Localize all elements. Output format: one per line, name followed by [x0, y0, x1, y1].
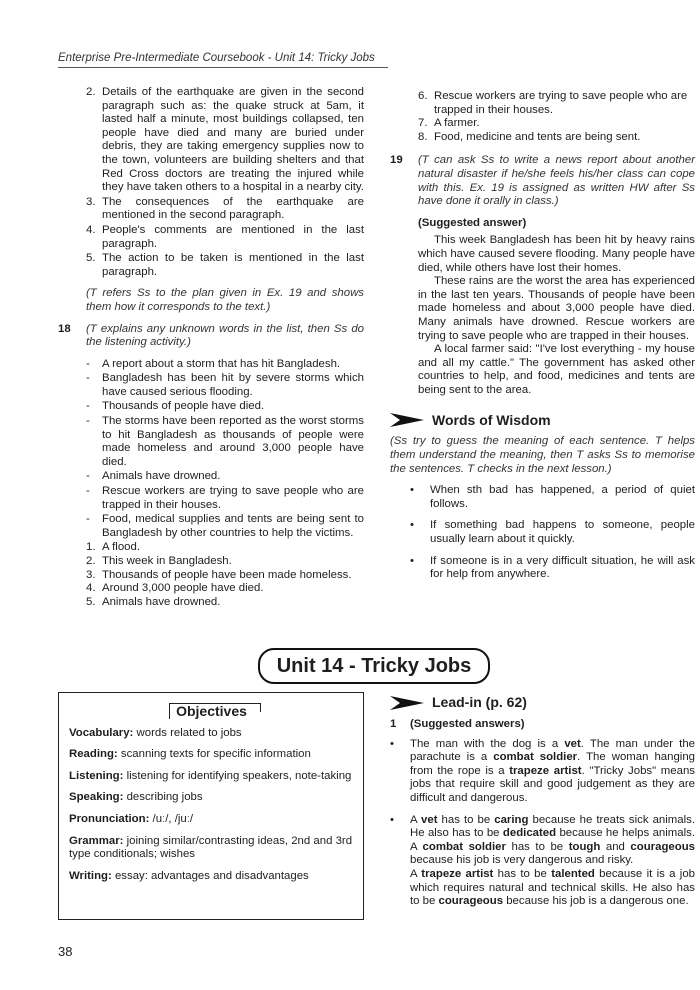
exercise-18: [58, 323, 364, 350]
objective-label: Speaking:: [69, 791, 124, 804]
right-column: [390, 90, 695, 590]
list-item: [58, 252, 364, 279]
objective-row: [69, 748, 353, 762]
objective-label: Reading:: [69, 748, 118, 761]
item-number: 6.: [418, 90, 428, 102]
item-text: If someone is in a very difficult situation, he will ask for help from anywhere.: [430, 554, 695, 581]
answer-paragraph: A local farmer said: "I've lost everything - my house and all my cattle." The government has asked other countries to help, and food, medicines and tents are being sent to the area.: [418, 343, 695, 396]
item-number: 4.: [86, 582, 96, 595]
wisdom-instruction: (Ss try to guess the meaning of each sentence. T helps them understand the meaning, then T asks Ss to memorise the sentences. T checks in the next lesson.): [390, 435, 695, 475]
list-item: • The man with the dog is a vet. The man under the parachute is a combat soldier. The woman hanging from the rope is a trapeze artist. "Tricky Jobs" means jobs that require skill and good judgement as they are difficult and dangerous.: [390, 737, 695, 804]
objective-text: /uː/, /juː/: [149, 812, 194, 825]
item-text: The man with the dog is a vet. The man under the parachute is a combat soldier. The woman hanging from the rope is a trapeze artist. "Tricky Jobs" means jobs that require skill and good judgement as they are difficult and dangerous.: [410, 737, 695, 804]
item-number: 2.: [86, 555, 96, 567]
item-text: Thousands of people have been made homeless.: [102, 568, 352, 581]
list-item: [86, 541, 364, 555]
item-text: A report about a storm that has hit Bangladesh.: [102, 357, 341, 370]
exercise-instruction: (T explains any unknown words in the list, then Ss do the listening activity.): [86, 322, 364, 349]
objectives-title-text: Objectives: [169, 703, 253, 719]
lead-in-item: [390, 718, 695, 732]
item-number: 4.: [86, 223, 96, 236]
item-text: Food, medical supplies and tents are being sent to Bangladesh by other countries to help the victims.: [102, 513, 364, 539]
objective-label: Grammar:: [69, 834, 124, 847]
list-item: • If something bad happens to someone, people usually learn about it quickly.: [410, 519, 695, 546]
dash-list: [86, 358, 364, 541]
list-a: [58, 86, 364, 279]
page-number: 38: [58, 944, 73, 959]
item-text: The storms have been reported as the worst storms to hit Bangladesh as thousands of people were made homeless and around 3,000 people have died.: [102, 415, 364, 468]
item-text: When sth bad has happened, a period of quiet follows.: [430, 484, 695, 510]
objective-text: joining similar/contrasting ideas, 2nd and 3rd type conditionals; wishes: [69, 834, 353, 861]
objective-row: [69, 791, 353, 805]
lead-in-section: [390, 694, 695, 917]
item-number: 3.: [86, 568, 96, 581]
numbered-list: [86, 541, 364, 609]
objectives-title: [69, 703, 353, 719]
answer-paragraph: This week Bangladesh has been hit by heavy rains which have caused severe flooding. Many people have died, while others have lost their homes.: [418, 234, 695, 274]
item-text: Around 3,000 people have died.: [102, 582, 264, 595]
objective-row: [69, 813, 353, 827]
item-text: Animals have drowned.: [102, 595, 221, 608]
item-text: This week in Bangladesh.: [102, 555, 232, 567]
objective-label: Vocabulary:: [69, 726, 134, 739]
item-number: 5.: [86, 595, 96, 608]
section-title: Words of Wisdom: [432, 411, 551, 428]
item-text: The consequences of the earthquake are mentioned in the second paragraph.: [102, 195, 364, 222]
item-text: Details of the earthquake are given in the second paragraph such as: the quake struck at 5am, it lasted half a minute, most buildings collapsed, ten people have died and many are buried under debris, they are taking emergency supplies now to the town, volunteers are building shelters and that Red Cross doctors are treating the injured while they have taken others to a hospital in a nearby city.: [102, 86, 364, 194]
item-number: 3.: [86, 195, 96, 208]
list-item: [86, 582, 364, 596]
item-text: A flood.: [102, 541, 140, 554]
item-number: 8.: [418, 130, 428, 143]
item-text: People's comments are mentioned in the last paragraph.: [102, 223, 364, 250]
list-item: - The storms have been reported as the worst storms to hit Bangladesh as thousands of people were made homeless and around 3,000 people have died.: [86, 415, 364, 468]
unit-banner: Unit 14 - Tricky Jobs: [258, 648, 490, 684]
exercise-number: 18: [58, 322, 71, 335]
arrow-icon: [390, 411, 424, 429]
item-text: Thousands of people have died.: [102, 400, 265, 413]
exercise-instruction: (T can ask Ss to write a news report about another natural disaster if he/she feels his/her class can cope with this. Ex. 19 is assigned as written HW after Ss have done it orally in class.): [418, 154, 695, 208]
answer-paragraph: These rains are the worst the area has experienced in the last ten years. Thousands of people have been made homeless and about 3,000 people have died. Many animals have drowned. Rescue workers are trying to save people who are trapped in their houses.: [418, 275, 695, 342]
objectives-box: [58, 692, 364, 920]
arrow-icon: [390, 694, 424, 712]
item-number: 5.: [86, 252, 96, 265]
list-item: [58, 86, 364, 195]
item-number: 2.: [86, 86, 96, 98]
item-text: Food, medicine and tents are being sent.: [434, 130, 641, 143]
list-item: [418, 131, 695, 145]
objective-label: Pronunciation:: [69, 812, 150, 825]
item-text: The action to be taken is mentioned in the last paragraph.: [102, 252, 364, 278]
item-text: A farmer.: [434, 117, 480, 130]
suggested-answer-label: (Suggested answer): [418, 216, 527, 229]
objective-text: essay: advantages and disadvantages: [111, 869, 309, 882]
exercise-19: [390, 154, 695, 208]
item-number: 7.: [418, 117, 428, 130]
section-title: Lead-in (p. 62): [432, 694, 527, 711]
running-head: Enterprise Pre-Intermediate Coursebook - Unit 14: Tricky Jobs: [58, 52, 375, 64]
list-item: - Food, medical supplies and tents are being sent to Bangladesh by other countries to help the victims.: [86, 513, 364, 539]
wisdom-list: [410, 484, 695, 582]
objective-row: [69, 727, 353, 741]
header-rule: [58, 67, 388, 68]
lead-in-list: [390, 738, 695, 909]
objective-text: describing jobs: [123, 791, 203, 804]
teacher-note: (T refers Ss to the plan given in Ex. 19 and shows them how it corresponds to the text.): [86, 287, 364, 313]
objective-row: [69, 870, 353, 884]
item-text: Bangladesh has been hit by severe storms which have caused serious flooding.: [102, 372, 364, 398]
objective-row: [69, 835, 353, 862]
list-item: • A vet has to be caring because he treats sick animals. He also has to be dedicated because he helps animals. A combat soldier has to be tough and courageous because his job is very dangerous and risky. A trapeze artist has to be talented because it is a job which requires natural and technical skills. He also has to be courageous because his job is a dangerous one.: [390, 813, 695, 908]
list-item: - Rescue workers are trying to save people who are trapped in their houses.: [86, 485, 364, 511]
list-item: - A report about a storm that has hit Bangladesh.: [86, 358, 364, 372]
list-item: [86, 596, 364, 610]
list-item: [86, 569, 364, 583]
words-of-wisdom-heading: [390, 411, 695, 429]
item-text: Animals have drowned.: [102, 470, 221, 483]
objective-text: scanning texts for specific information: [117, 748, 311, 761]
list-item: [58, 224, 364, 251]
left-column: [58, 86, 364, 609]
objective-row: [69, 770, 353, 784]
exercise-number: 19: [390, 154, 403, 167]
item-text: Rescue workers are trying to save people who are trapped in their houses.: [102, 485, 364, 511]
item-number: 1.: [86, 541, 96, 554]
list-item: [418, 117, 695, 131]
lead-in-heading: [390, 694, 695, 712]
numbered-list: [418, 90, 695, 144]
list-item: [418, 90, 695, 117]
item-text: If something bad happens to someone, people usually learn about it quickly.: [430, 519, 695, 546]
list-item: - Thousands of people have died.: [86, 400, 364, 414]
list-item: • When sth bad has happened, a period of quiet follows.: [410, 484, 695, 510]
item-text: Rescue workers are trying to save people who are trapped in their houses.: [434, 90, 688, 116]
objective-label: Listening:: [69, 769, 124, 782]
list-item: - Bangladesh has been hit by severe storms which have caused serious flooding.: [86, 372, 364, 398]
objective-text: listening for identifying speakers, note-taking: [123, 769, 352, 782]
list-item: - Animals have drowned.: [86, 470, 364, 484]
objective-label: Writing:: [69, 869, 112, 882]
objective-text: words related to jobs: [133, 726, 242, 739]
item-number: 1: [390, 718, 397, 730]
list-item: [86, 555, 364, 569]
list-item: [58, 196, 364, 223]
list-item: • If someone is in a very difficult situation, he will ask for help from anywhere.: [410, 554, 695, 581]
item-text: A vet has to be caring because he treats sick animals. He also has to be dedicated because he helps animals. A combat soldier has to be tough and courageous because his job is very dangerous and risky. A trapeze artist has to be talented because it is a job which requires natural and technical skills. He also has to be courageous because his job is a dangerous one.: [410, 813, 695, 908]
suggested-answers-label: (Suggested answers): [410, 718, 525, 730]
